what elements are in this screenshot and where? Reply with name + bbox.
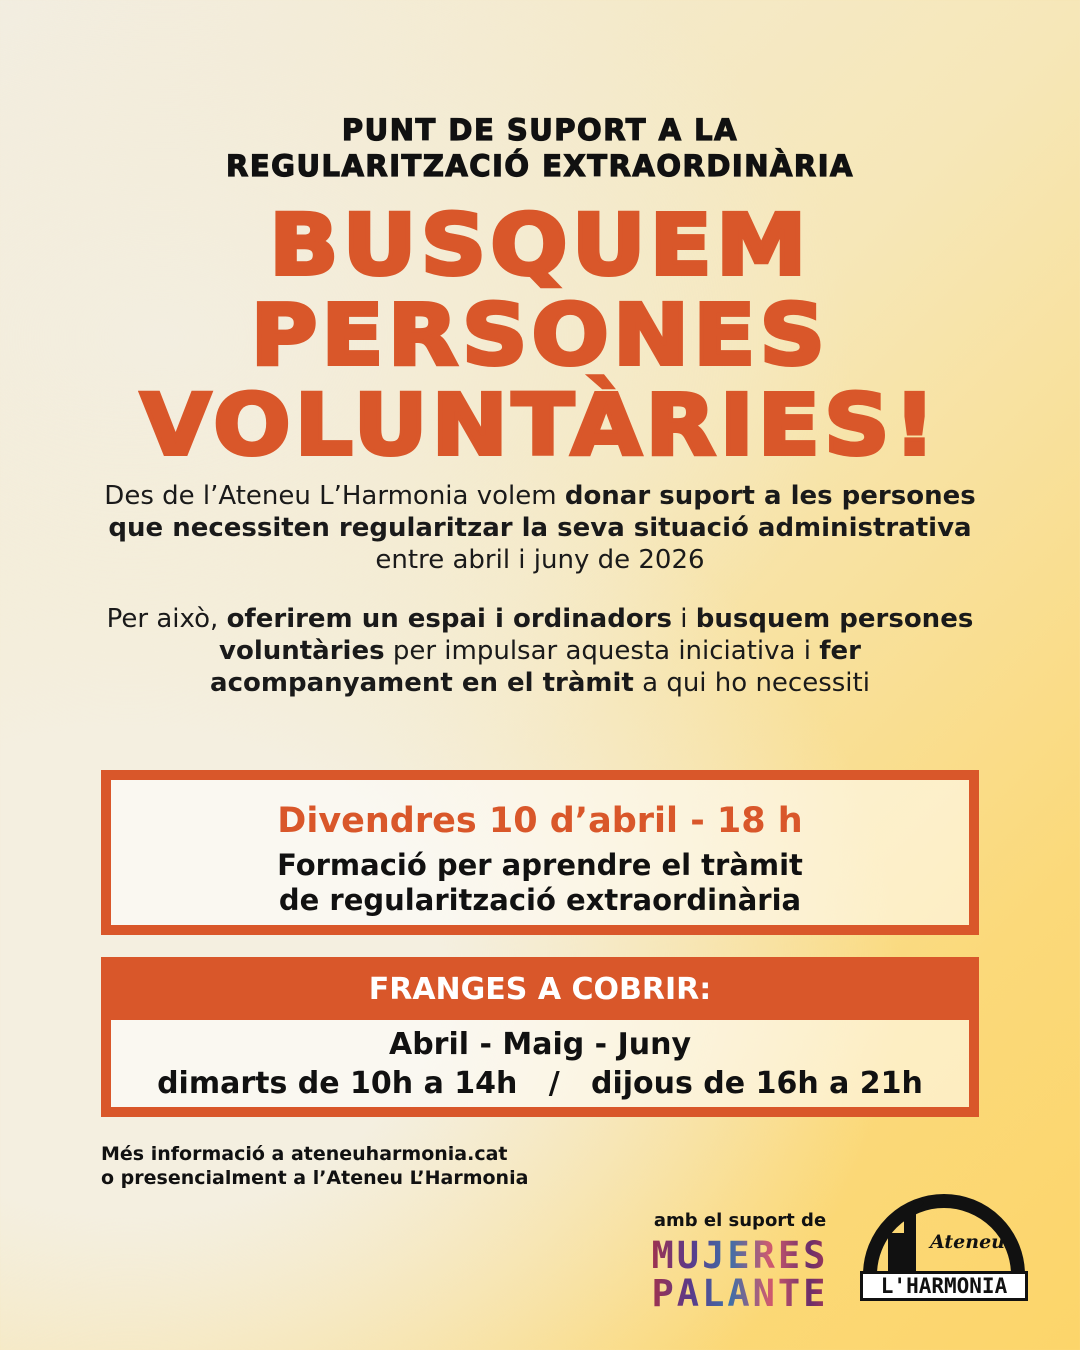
- vol-bold-1: oferirem un espai i ordinadors: [226, 604, 673, 634]
- vol-text-1: Per això,: [106, 604, 227, 634]
- training-desc-line-1: Formació per aprendre el tràmit: [277, 848, 803, 882]
- intro-text-1: Des de l’Ateneu L’Harmonia volem: [104, 481, 565, 511]
- shifts-months: Abril - Maig - Juny: [388, 1027, 692, 1062]
- shifts-box: [101, 957, 979, 1117]
- more-info-line-1: Més informació a ateneuharmonia.cat: [101, 1143, 508, 1165]
- subtitle: [0, 112, 1080, 184]
- more-info: [101, 1142, 528, 1190]
- intro-paragraph: [100, 480, 980, 576]
- support-label: amb el suport de: [653, 1210, 827, 1231]
- sponsor-line-2: PALANTE: [651, 1272, 829, 1315]
- sponsor-block: [640, 1210, 840, 1313]
- training-desc-line-2: de regularització extraordinària: [278, 883, 802, 917]
- vol-text-3: per impulsar aquesta iniciativa i: [384, 636, 820, 666]
- headline-line-2: PERSONES: [250, 286, 830, 384]
- subtitle-line-1: PUNT DE SUPORT A LA: [341, 113, 739, 147]
- volunteer-paragraph: [100, 603, 980, 699]
- ateneu-harmonia-logo: [860, 1193, 1028, 1308]
- training-date: Divendres 10 d’abril - 18 h: [277, 801, 803, 841]
- more-info-line-2: o presencialment a l’Ateneu L’Harmonia: [101, 1167, 529, 1189]
- headline-line-3: VOLUNTÀRIES!: [140, 376, 940, 474]
- subtitle-line-2: REGULARITZACIÓ EXTRAORDINÀRIA: [226, 149, 854, 183]
- shifts-title: FRANGES A COBRIR:: [101, 957, 979, 1020]
- training-description: [111, 848, 969, 918]
- headline: [0, 196, 1080, 474]
- vol-bold-3: fer acompanyament en el tràmit: [210, 636, 861, 698]
- shifts-hours: dimarts de 10h a 14h / dijous de 16h a 21h: [157, 1066, 923, 1101]
- intro-bold-1: donar suport a les persones que necessiten regularitzar la seva situació administrativa: [108, 481, 976, 543]
- logo-ateneu-text: Ateneu: [930, 1231, 1005, 1253]
- vol-text-4: a qui ho necessiti: [633, 668, 870, 698]
- headline-line-1: BUSQUEM: [269, 196, 811, 294]
- sponsor-line-1: MUJERES: [651, 1234, 829, 1277]
- vol-text-2: i: [672, 604, 696, 634]
- training-box: [101, 770, 979, 935]
- logo-name-text: L'HARMONIA: [860, 1271, 1028, 1301]
- mujeres-palante-logo: [640, 1234, 840, 1315]
- intro-text-2: entre abril i juny de 2026: [375, 545, 705, 575]
- vol-bold-2: busquem persones voluntàries: [219, 604, 974, 666]
